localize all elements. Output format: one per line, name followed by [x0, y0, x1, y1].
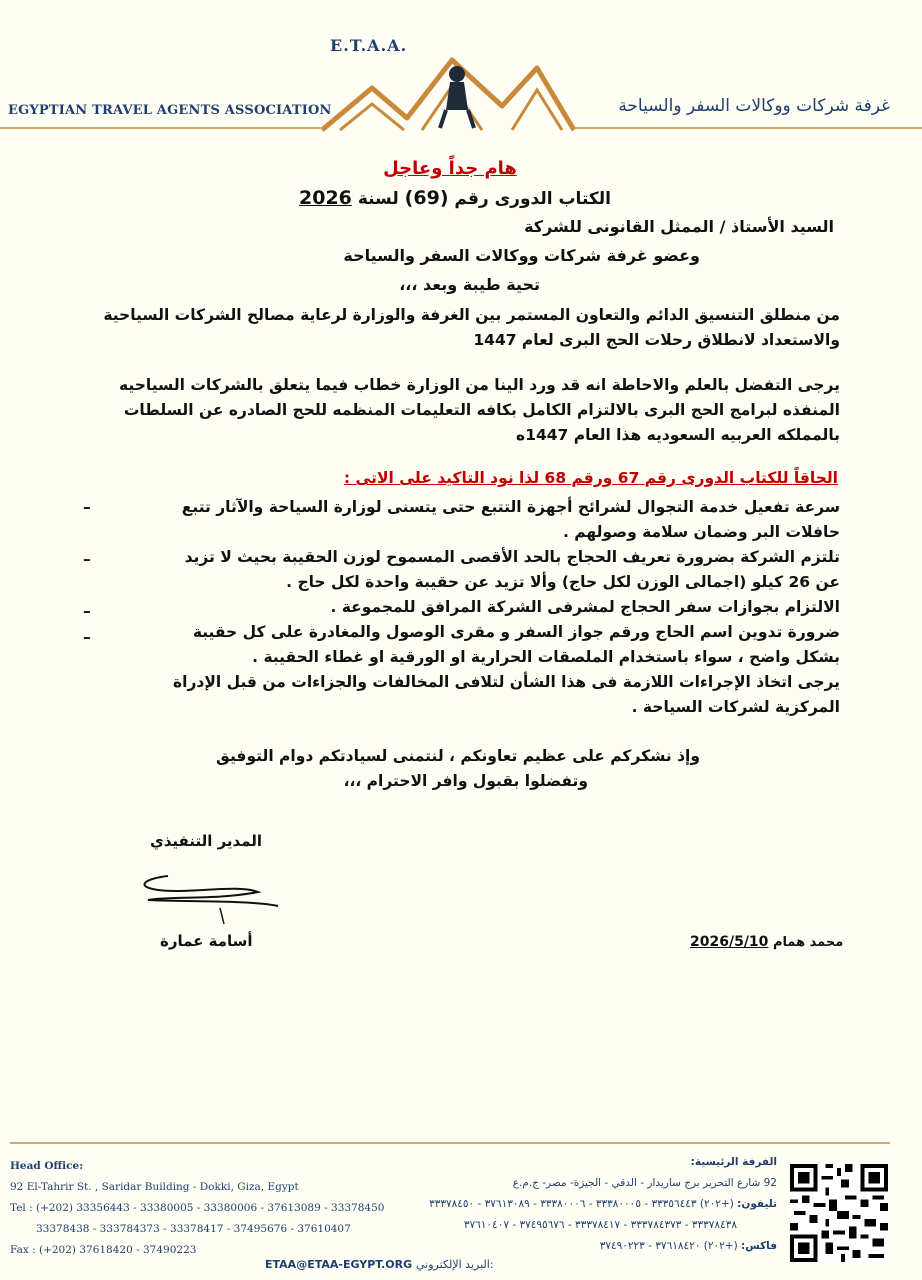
- tel-ar-row: [377, 1194, 777, 1215]
- address-ar: 92 شارع التحرير برج ساريدار - الدقي - الجيزة- مصر- ج.م.ع: [512, 1177, 777, 1189]
- qr-code-icon: [790, 1164, 888, 1262]
- logo-abbreviation: E.T.A.A.: [330, 36, 408, 55]
- head-office-label-ar: الفرفة الرئيسية:: [690, 1156, 777, 1168]
- greeting: تحية طيبة وبعد ،،،: [399, 275, 540, 294]
- thanks-line-1: وإذ نشكركم على عظيم تعاونكم ، لنتمنى لسيادتكم دوام التوفيق: [216, 747, 700, 765]
- body-line-1: يرجى التفضل بالعلم والاحاطة انه قد ورد الينا من الوزارة خطاب فيما يتعلق بالشركات السياحيه: [119, 376, 840, 394]
- signature-icon: [128, 866, 288, 926]
- intro-line-1: من منطلق التنسيق الدائم والتعاون المستمر بين الغرفة والوزارة لرعاية مصالح الشركات السياحية: [103, 306, 840, 324]
- closing-line-1: يرجى اتخاذ الإجراءات اللازمة فى هذا الشأن لتلافى المخالفات والجزاءات من قبل الإدراة: [173, 673, 840, 691]
- list-item: الالتزام بجوازات سفر الحجاج لمشرفى الشركة المرافق للمجموعة .: [330, 598, 840, 616]
- followup-heading: الحاقاً للكتاب الدورى رقم 67 ورقم 68 لذا نود التاكيد على الاتى :: [343, 469, 838, 487]
- tel-ar-2: ٣٣٣٧٨٤٣٨ - ٣٣٣٧٨٤٣٧٣ - ٣٣٣٧٨٤١٧ - ٣٧٤٩٥٦٧٦ - ٣٧٦١٠٤٠٧: [463, 1219, 737, 1231]
- circular-year: 2026: [299, 187, 352, 209]
- footer-contact-ar: [377, 1152, 777, 1257]
- requirements-list: [83, 495, 840, 720]
- tel-en-2: 33378438 - 333784373 - 33378417 - 37495676 - 37610407: [36, 1223, 351, 1235]
- fax-en: Fax : (+202) 37618420 - 37490223: [10, 1244, 197, 1256]
- fax-ar-label: فاكس:: [741, 1240, 777, 1252]
- pyramids-logo-icon: [312, 48, 582, 134]
- circular-title: [290, 186, 620, 211]
- body-paragraph: [80, 373, 840, 448]
- intro-line-2: والاستعداد لانطلاق رحلات الحج البرى لعام 1447: [473, 331, 840, 349]
- urgent-title: هام جداً وعاجل: [383, 158, 517, 179]
- list-item: سرعة تفعيل خدمة التجوال لشرائح أجهزة التتبع حتى يتسنى لوزارة السياحة والآثار تتبع: [181, 498, 840, 516]
- signer-title: المدير التنفيذي: [150, 832, 263, 850]
- list-item: ضرورة تدوين اسم الحاج ورقم جواز السفر و مقرى الوصول والمغادرة على كل حقيبة: [192, 623, 840, 641]
- email-label: البريد الإلكتروني:: [415, 1258, 494, 1271]
- fax-ar-row: [377, 1236, 777, 1257]
- thanks-line-2: وتفضلوا بقبول وافر الاحترام ،،،: [343, 772, 588, 790]
- list-item-cont: بشكل واضح ، سواء باستخدام الملصقات الحرارية او الورقية او غطاء الحقيبة .: [252, 648, 840, 666]
- footer-contact-en: [10, 1156, 384, 1261]
- list-item-cont: عن 26 كيلو (اجمالى الوزن لكل حاج) وألا تزيد عن حقيبة واحدة لكل حاج .: [286, 573, 840, 591]
- addressee-line-1: السيد الأستاذ / الممثل القانونى للشركة: [524, 217, 834, 236]
- footer-divider: [10, 1142, 890, 1144]
- association-name-ar: غرفة شركات ووكالات السفر والسياحة: [618, 96, 890, 116]
- tel-en-1: Tel : (+202) 33356443 - 33380005 - 33380006 - 37613089 - 33378450: [10, 1202, 385, 1214]
- header-divider-left: [0, 127, 322, 129]
- addressee-line-2: وعضو غرفة شركات ووكالات السفر والسياحة: [343, 246, 700, 265]
- head-office-label: Head Office:: [10, 1160, 84, 1172]
- reference-date: 2026/5/10: [690, 934, 769, 950]
- reference-name: محمد همام: [772, 935, 844, 950]
- reference-line: [690, 934, 843, 950]
- list-item: تلتزم الشركة بضرورة تعريف الحجاج بالحد الأقصى المسموح لوزن الحقيبة بحيث لا تزيد: [184, 548, 840, 566]
- address-en: 92 El-Tahrir St. , Saridar Building - Dokki, Giza, Egypt: [10, 1181, 299, 1193]
- fax-ar: (+٢٠٢) ٣٧٦١٨٤٢٠ - ٣٧٤٩٠٢٢٣: [599, 1240, 738, 1252]
- header-divider-right: [575, 127, 922, 129]
- signer-name: أسامة عمارة: [160, 932, 253, 950]
- intro-paragraph: [80, 303, 840, 353]
- list-dash: –: [83, 550, 91, 568]
- body-line-3: بالمملكه العربيه السعوديه هذا العام 1447ه: [516, 426, 840, 444]
- association-name-en: EGYPTIAN TRAVEL AGENTS ASSOCIATION: [8, 103, 332, 118]
- footer-email: [265, 1258, 494, 1271]
- email-address[interactable]: ETAA@ETAA-EGYPT.ORG: [265, 1258, 413, 1271]
- circular-number: (69): [404, 187, 449, 209]
- body-line-2: المنفذه لبرامج الحج البرى بالالتزام الكامل بكافه التعليمات المنظمه للحج الصادره عن السلطات: [123, 401, 840, 419]
- list-item-cont: حافلات البر وضمان سلامة وصولهم .: [562, 523, 840, 541]
- list-dash: –: [83, 628, 91, 646]
- circular-prefix: الكتاب الدورى رقم: [454, 189, 611, 209]
- closing-line-2: المركزية لشركات السياحة .: [631, 698, 840, 716]
- tel-ar-label: تليفون:: [737, 1198, 777, 1210]
- circular-mid: لسنة: [357, 189, 399, 209]
- list-dash: –: [83, 602, 91, 620]
- tel-ar-1: (+٢٠٢) ٣٣٣٥٦٤٤٣ - ٣٣٣٨٠٠٠٥ - ٣٣٣٨٠٠٠٦ - ٣٧٦١٣٠٨٩ - ٣٣٣٧٨٤٥٠: [429, 1198, 734, 1210]
- list-dash: –: [83, 498, 91, 516]
